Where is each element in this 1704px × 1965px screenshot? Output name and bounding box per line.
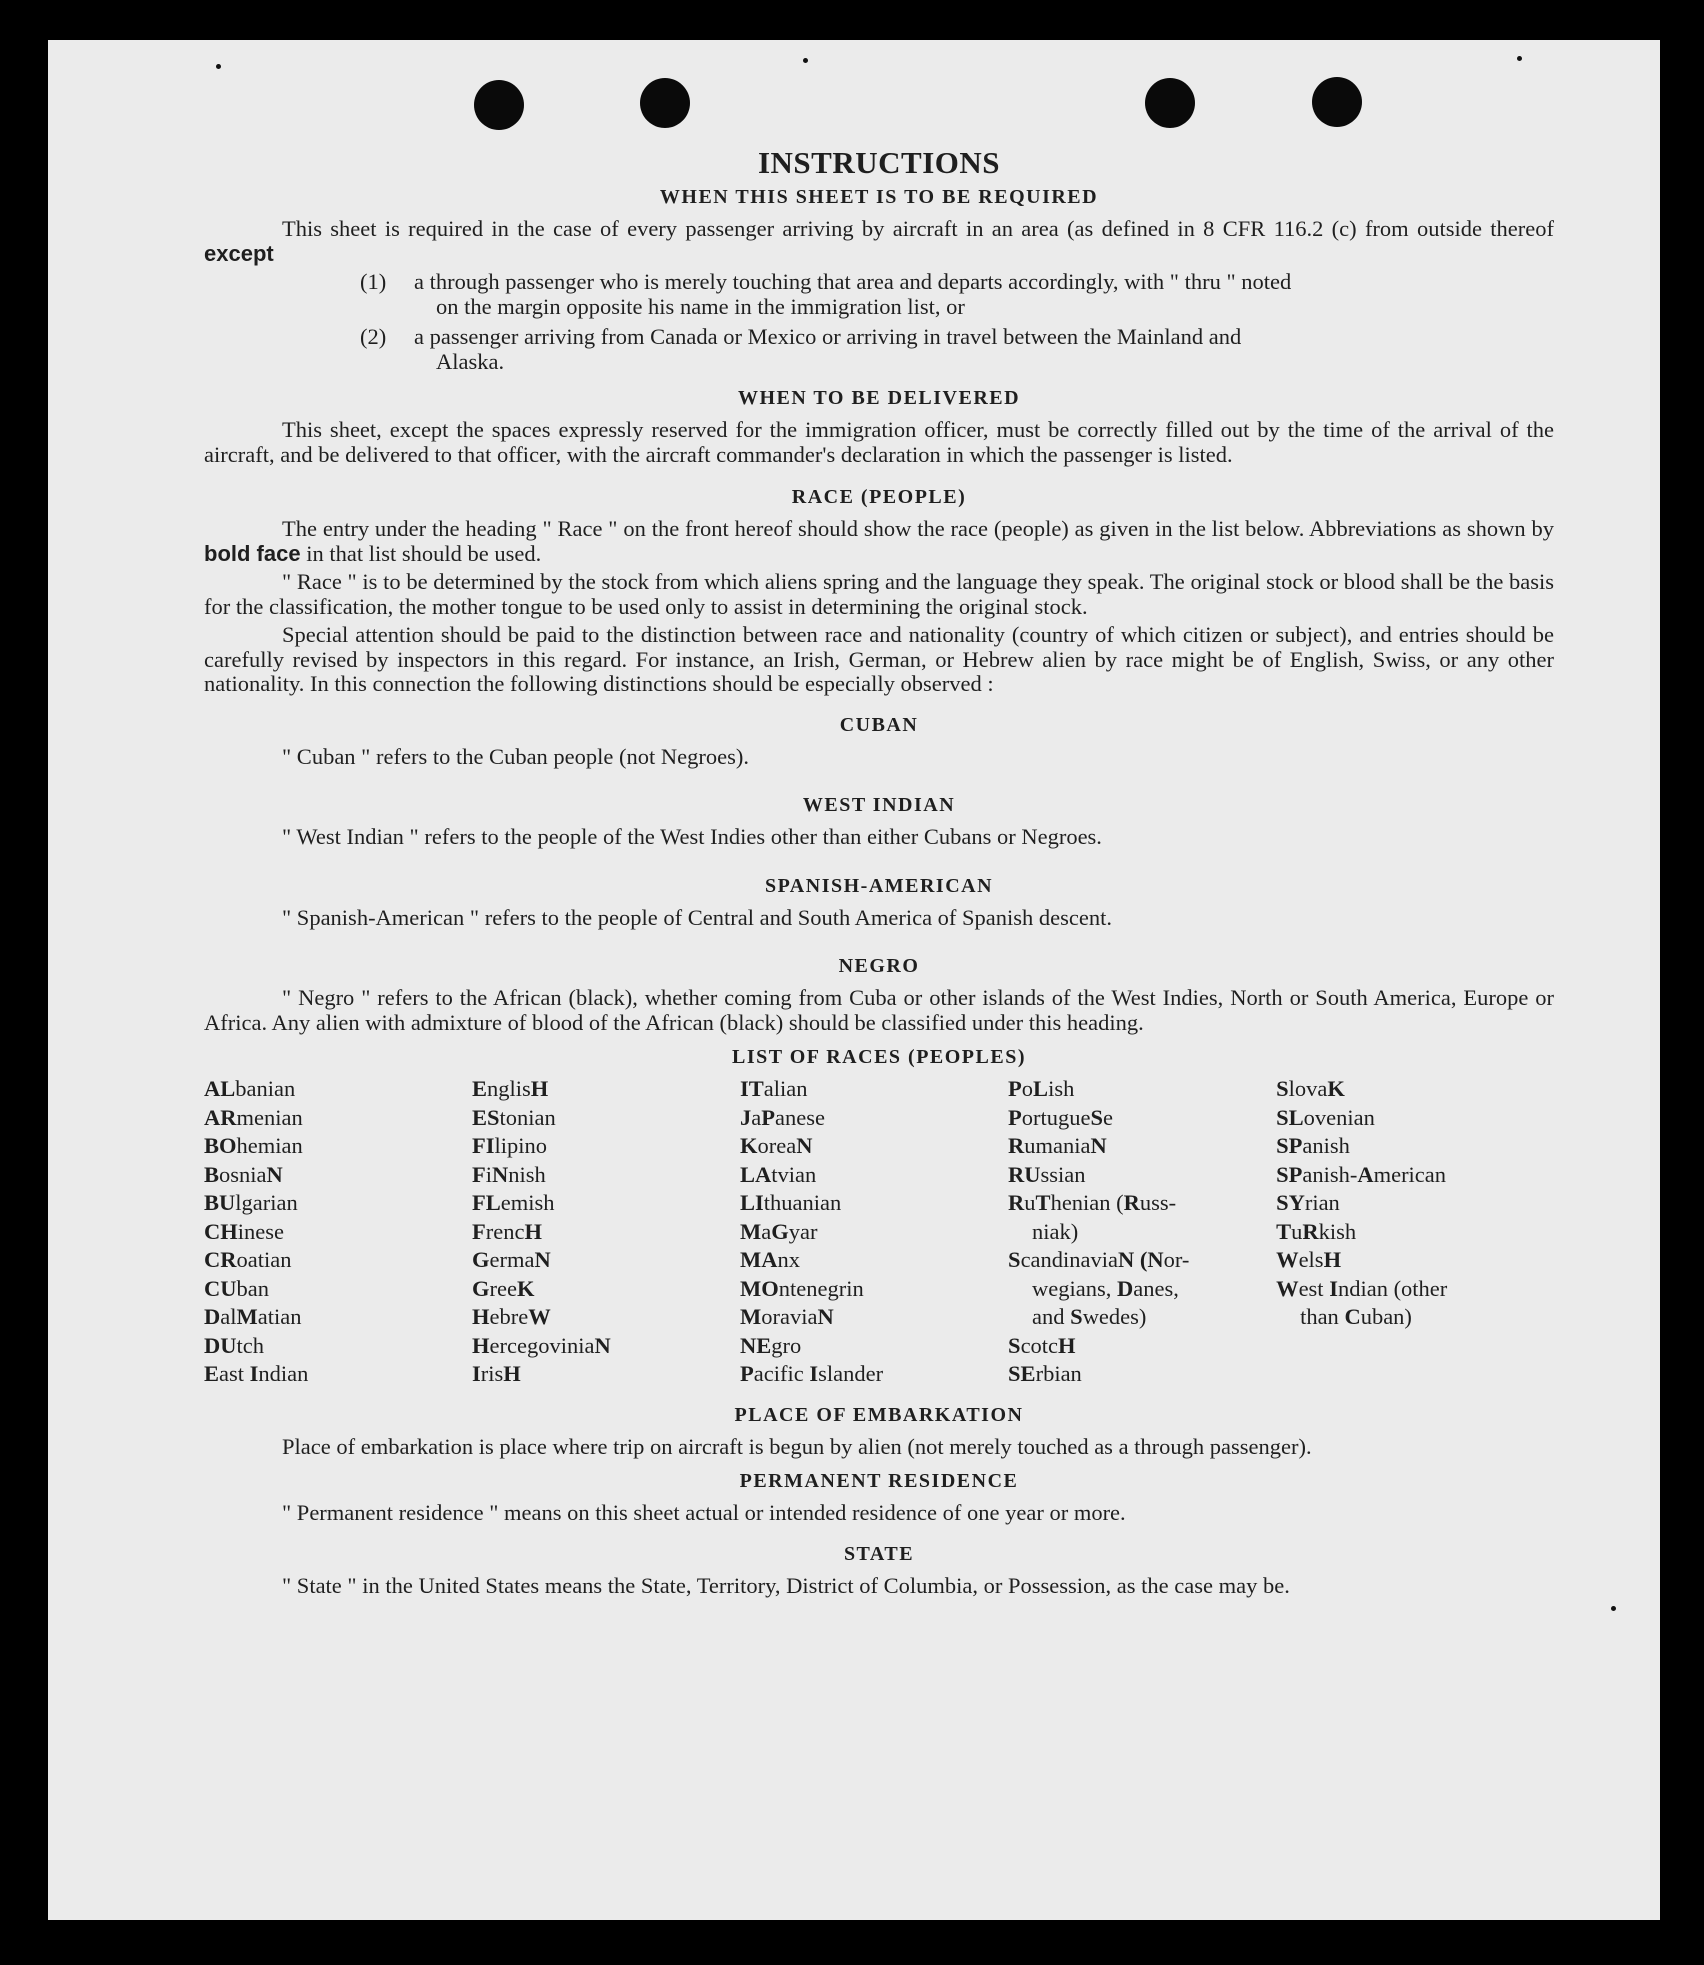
exception-item-1: (1) a through passenger who is merely touching that area and departs accordingly, with " thru " noted on the margin opposite his name in the immigration list, or — [360, 269, 1292, 319]
race-entry: ITalian — [740, 1076, 808, 1101]
paragraph-west-indian: " West Indian " refers to the people of the West Indies other than either Cubans or Negroes. — [282, 824, 1102, 849]
race-entry: KoreaN — [740, 1133, 813, 1158]
races-column — [1276, 1075, 1554, 1389]
race-entry: RUssian — [1008, 1161, 1086, 1187]
race-entry: MOntenegrin — [740, 1275, 864, 1301]
race-entry: HebreW — [472, 1304, 551, 1329]
race-entry: SLovenian — [1276, 1104, 1375, 1130]
race-entry: FrencH — [472, 1218, 542, 1244]
paragraph-negro: " Negro " refers to the African (black), whether coming from Cuba or other islands of the West Indies, North or South America, Europe or Africa. Any alien with admixture of blood of the African (black) should be classified under this heading. — [204, 985, 1554, 1035]
race-entry: DUtch — [204, 1332, 264, 1358]
heading-race: RACE (PEOPLE) — [791, 486, 967, 508]
heading-embarkation: PLACE OF EMBARKATION — [734, 1403, 1024, 1426]
speck — [216, 64, 221, 69]
except-bold: except — [204, 240, 274, 266]
race-entry: SYrian — [1276, 1190, 1340, 1215]
race-entry: JaPanese — [740, 1104, 825, 1130]
paragraph-embarkation: Place of embarkation is place where trip on aircraft is begun by alien (not merely touched as a through passenger). — [282, 1433, 1312, 1459]
race-entry: ScandinaviaN (Nor- wegians, Danes, and Swedes) — [1008, 1247, 1190, 1329]
heading-negro: NEGRO — [838, 955, 920, 977]
page-title: INSTRUCTIONS — [757, 145, 1000, 180]
race-entry: PortugueSe — [1008, 1104, 1114, 1130]
document-sheet — [48, 40, 1660, 1920]
race-entry: ScotcH — [1008, 1332, 1076, 1358]
race-entry: SPanish-American — [1276, 1161, 1447, 1187]
race-entry: HercegoviniaN — [472, 1332, 611, 1358]
race-entry: CHinese — [204, 1218, 284, 1244]
race-entry: LAtvian — [740, 1161, 817, 1187]
paragraph-race-2: " Race " is to be determined by the stock from which aliens spring and the language they speak. The original stock or blood shall be the basis for the classification, the mother tongue to be used only to assist in determining the original stock. — [204, 569, 1554, 619]
punch-hole-2 — [640, 78, 690, 128]
race-entry: FIlipino — [472, 1133, 548, 1158]
race-entry: RuThenian (Russ- niak) — [1008, 1190, 1177, 1244]
heading-state: STATE — [843, 1542, 915, 1565]
race-entry: EnglisH — [472, 1076, 549, 1101]
race-entry: MAnx — [740, 1247, 801, 1272]
race-entry: ALbanian — [204, 1076, 296, 1101]
race-entry: NEgro — [740, 1332, 802, 1358]
race-entry: IrisH — [472, 1361, 521, 1386]
speck — [1611, 1606, 1616, 1611]
punch-hole-4 — [1312, 77, 1362, 127]
race-entry: SPanish — [1276, 1133, 1350, 1158]
race-entry: CRoatian — [204, 1247, 292, 1272]
race-entry: DalMatian — [204, 1304, 302, 1329]
heading-cuban: CUBAN — [839, 713, 919, 736]
paragraph-race-3: Special attention should be paid to the distinction between race and nationality (country of which citizen or subject), and entries should be carefully revised by inspectors in this regard. For instance, an Irish, German, or Hebrew alien by race might be of English, Swiss, or any other nationality. In this connection the following distinctions should be especially observed : — [204, 622, 1554, 696]
races-list — [204, 1075, 1554, 1389]
paragraph-spanish-american: " Spanish-American " refers to the people of Central and South America of Spanish descent. — [282, 904, 1113, 930]
punch-hole-1 — [474, 80, 524, 130]
instructions-content — [204, 145, 1554, 1598]
race-entry: East Indian — [204, 1361, 309, 1386]
bold-face-text: bold face — [204, 540, 301, 566]
paragraph-race-1: The entry under the heading " Race " on the front hereof should show the race (people) as given in the list below. Abbreviations as shown by bold face in that list should be used. — [204, 516, 1554, 566]
race-entry: West Indian (other than Cuban) — [1276, 1275, 1448, 1329]
paragraph-delivered: This sheet, except the spaces expressly reserved for the immigration officer, must be correctly filled out by the time of the arrival of the aircraft, and be delivered to that officer, with the aircraft commander's declaration in which the passenger is listed. — [204, 417, 1554, 467]
race-entry: EStonian — [472, 1104, 556, 1130]
paragraph-permanent-residence: " Permanent residence " means on this sheet actual or intended residence of one year or more. — [282, 1500, 1126, 1525]
race-entry: MaGyar — [740, 1218, 818, 1244]
race-entry: GermaN — [472, 1247, 551, 1272]
race-entry: RumaniaN — [1008, 1133, 1107, 1158]
race-entry: MoraviaN — [740, 1304, 834, 1329]
races-column — [1008, 1075, 1276, 1389]
race-entry: SlovaK — [1276, 1076, 1345, 1101]
race-entry: BOhemian — [204, 1133, 303, 1158]
race-entry: Pacific Islander — [740, 1361, 884, 1386]
race-entry: LIthuanian — [740, 1190, 842, 1215]
race-entry: GreeK — [472, 1275, 535, 1301]
races-column — [740, 1075, 1008, 1389]
heading-when-delivered: WHEN TO BE DELIVERED — [737, 387, 1021, 409]
race-entry: CUban — [204, 1275, 269, 1301]
race-entry: PoLish — [1008, 1076, 1075, 1101]
heading-permanent-residence: PERMANENT RESIDENCE — [739, 1470, 1019, 1492]
race-entry: TuRkish — [1276, 1218, 1357, 1244]
race-entry: BosniaN — [204, 1161, 283, 1187]
race-entry: FiNnish — [472, 1161, 546, 1187]
heading-spanish-american: SPANISH-AMERICAN — [764, 874, 994, 897]
heading-list-of-races: LIST OF RACES (PEOPLES) — [731, 1046, 1026, 1068]
speck — [803, 58, 808, 63]
punch-hole-3 — [1145, 78, 1195, 128]
race-entry: ARmenian — [204, 1104, 303, 1130]
races-column — [472, 1075, 740, 1389]
heading-west-indian: WEST INDIAN — [802, 794, 956, 816]
race-entry: FLemish — [472, 1190, 555, 1215]
paragraph-state: " State " in the United States means the State, Territory, District of Columbia, or Possession, as the case may be. — [282, 1572, 1290, 1598]
race-entry: WelsH — [1276, 1247, 1342, 1272]
exception-item-2: (2) a passenger arriving from Canada or Mexico or arriving in travel between the Mainland and Alaska. — [360, 324, 1242, 374]
heading-when-required: WHEN THIS SHEET IS TO BE REQUIRED — [659, 186, 1099, 208]
races-column — [204, 1075, 472, 1389]
paragraph-cuban: " Cuban " refers to the Cuban people (not Negroes). — [282, 743, 749, 769]
race-entry: BUlgarian — [204, 1190, 298, 1215]
speck — [1517, 56, 1522, 61]
race-entry: SErbian — [1008, 1361, 1082, 1386]
paragraph-required: This sheet is required in the case of every passenger arriving by aircraft in an area (as defined in 8 CFR 116.2 (c) from outside thereof except — [204, 216, 1554, 266]
